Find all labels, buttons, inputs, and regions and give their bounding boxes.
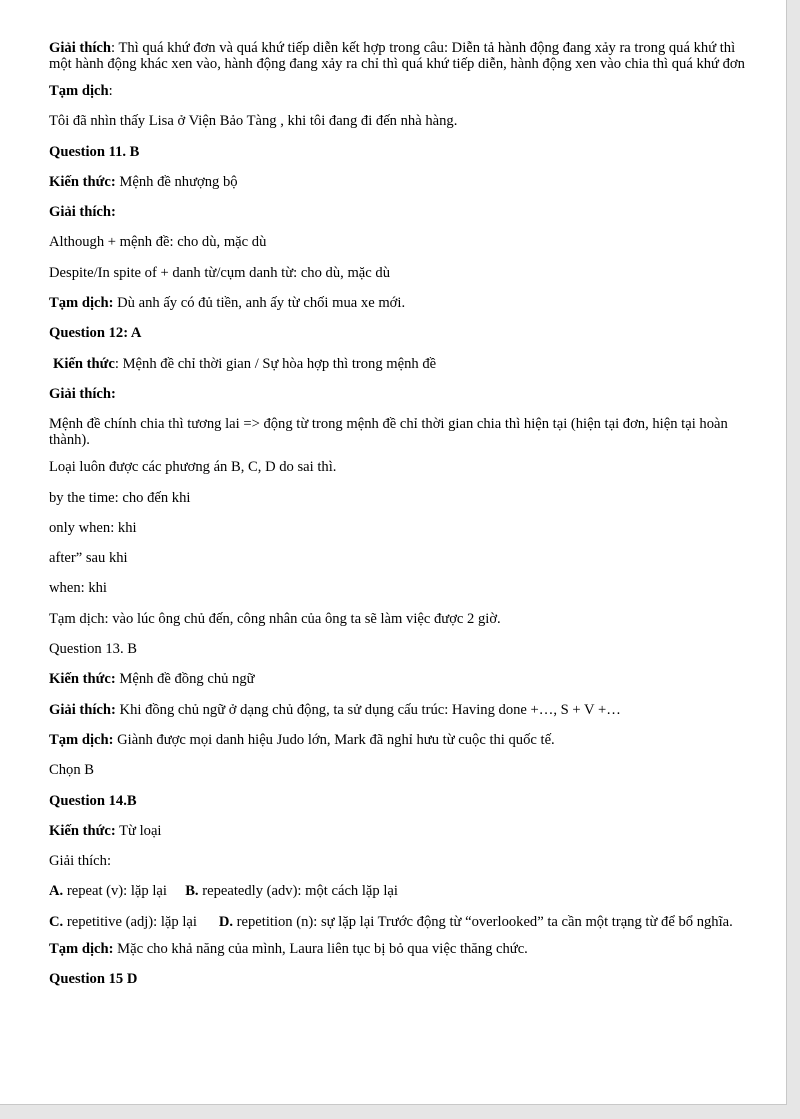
paragraph-by-the-time: by the time: cho đến khi	[49, 489, 191, 506]
question-13-heading: Question 13. B	[49, 641, 137, 658]
paragraph-kien-thuc-q13: Kiến thức: Mệnh đề đồng chủ ngữ	[49, 671, 255, 688]
paragraph-chon-b: Chọn B	[49, 762, 95, 779]
paragraph-when: when: khi	[49, 580, 107, 597]
paragraph-giai-thich-q12: Giải thích:	[49, 385, 116, 402]
paragraph-kien-thuc-q12: Kiến thức: Mệnh đề chỉ thời gian / Sự hòa hợp thì trong mệnh đề	[53, 355, 437, 372]
paragraph-giai-thich-q10: Giải thích: Thì quá khứ đơn và quá khứ tiếp diễn kết hợp trong câu: Diễn tả hành động đang xảy ra trong quá khứ thì một hành động khác xen vào, hành động đang xảy ra chỉ thì quá khứ tiếp diễn, hành động xen vào chia thì quá khứ đơn	[49, 40, 745, 72]
paragraph-main-clause-rule: Mệnh đề chính chia thì tương lai => động từ trong mệnh đề chỉ thời gian chia thì hiện tại (hiện tại đơn, hiện tại hoàn thành).	[49, 416, 728, 449]
paragraph-despite: Despite/In spite of + danh từ/cụm danh từ: cho dù, mặc dù	[49, 264, 390, 281]
question-12-heading: Question 12: A	[49, 325, 142, 342]
paragraph-giai-thich-q14: Giải thích:	[49, 853, 112, 870]
paragraph-giai-thich-q13: Giải thích: Khi đồng chủ ngữ ở dạng chủ động, ta sử dụng cấu trúc: Having done +…, S + V +…	[49, 701, 621, 718]
paragraph-options-c-d: C. repetitive (adj): lặp lại D. repetition (n): sự lặp lại Trước động từ “overlooked” ta cần một trạng từ để bổ nghĩa.	[49, 913, 733, 930]
paragraph-tam-dich-q11: Tạm dịch: Dù anh ấy có đủ tiền, anh ấy từ chối mua xe mới.	[49, 295, 406, 312]
paragraph-tam-dich-label: Tạm dịch:	[49, 83, 113, 99]
paragraph-options-a-b: A. repeat (v): lặp lại B. repeatedly (adv): một cách lặp lại	[49, 883, 398, 900]
question-14-heading: Question 14.B	[49, 792, 137, 809]
paragraph-giai-thich-q11: Giải thích:	[49, 204, 116, 221]
paragraph-kien-thuc-q11: Kiến thức: Mệnh đề nhượng bộ	[49, 173, 238, 190]
question-11-heading: Question 11. B	[49, 143, 140, 160]
paragraph-although: Although + mệnh đề: cho dù, mặc dù	[49, 234, 267, 251]
paragraph-tam-dich-q13: Tạm dịch: Giành được mọi danh hiệu Judo lớn, Mark đã nghỉ hưu từ cuộc thi quốc tế.	[49, 731, 555, 748]
paragraph-after: after” sau khi	[49, 550, 128, 567]
question-15-heading: Question 15 D	[49, 971, 138, 988]
paragraph-only-when: only when: khi	[49, 519, 137, 536]
paragraph-tam-dich-q12: Tạm dịch: vào lúc ông chủ đến, công nhân của ông ta sẽ làm việc được 2 giờ.	[49, 610, 501, 627]
paragraph-tam-dich-q14: Tạm dịch: Mặc cho khả năng của mình, Laura liên tục bị bỏ qua việc thăng chức.	[49, 940, 528, 957]
paragraph-kien-thuc-q14: Kiến thức: Từ loại	[49, 822, 162, 839]
paragraph-translation-q10: Tôi đã nhìn thấy Lisa ở Viện Bảo Tàng , khi tôi đang đi đến nhà hàng.	[49, 113, 458, 130]
paragraph-eliminate-options: Loại luôn được các phương án B, C, D do sai thì.	[49, 459, 337, 476]
